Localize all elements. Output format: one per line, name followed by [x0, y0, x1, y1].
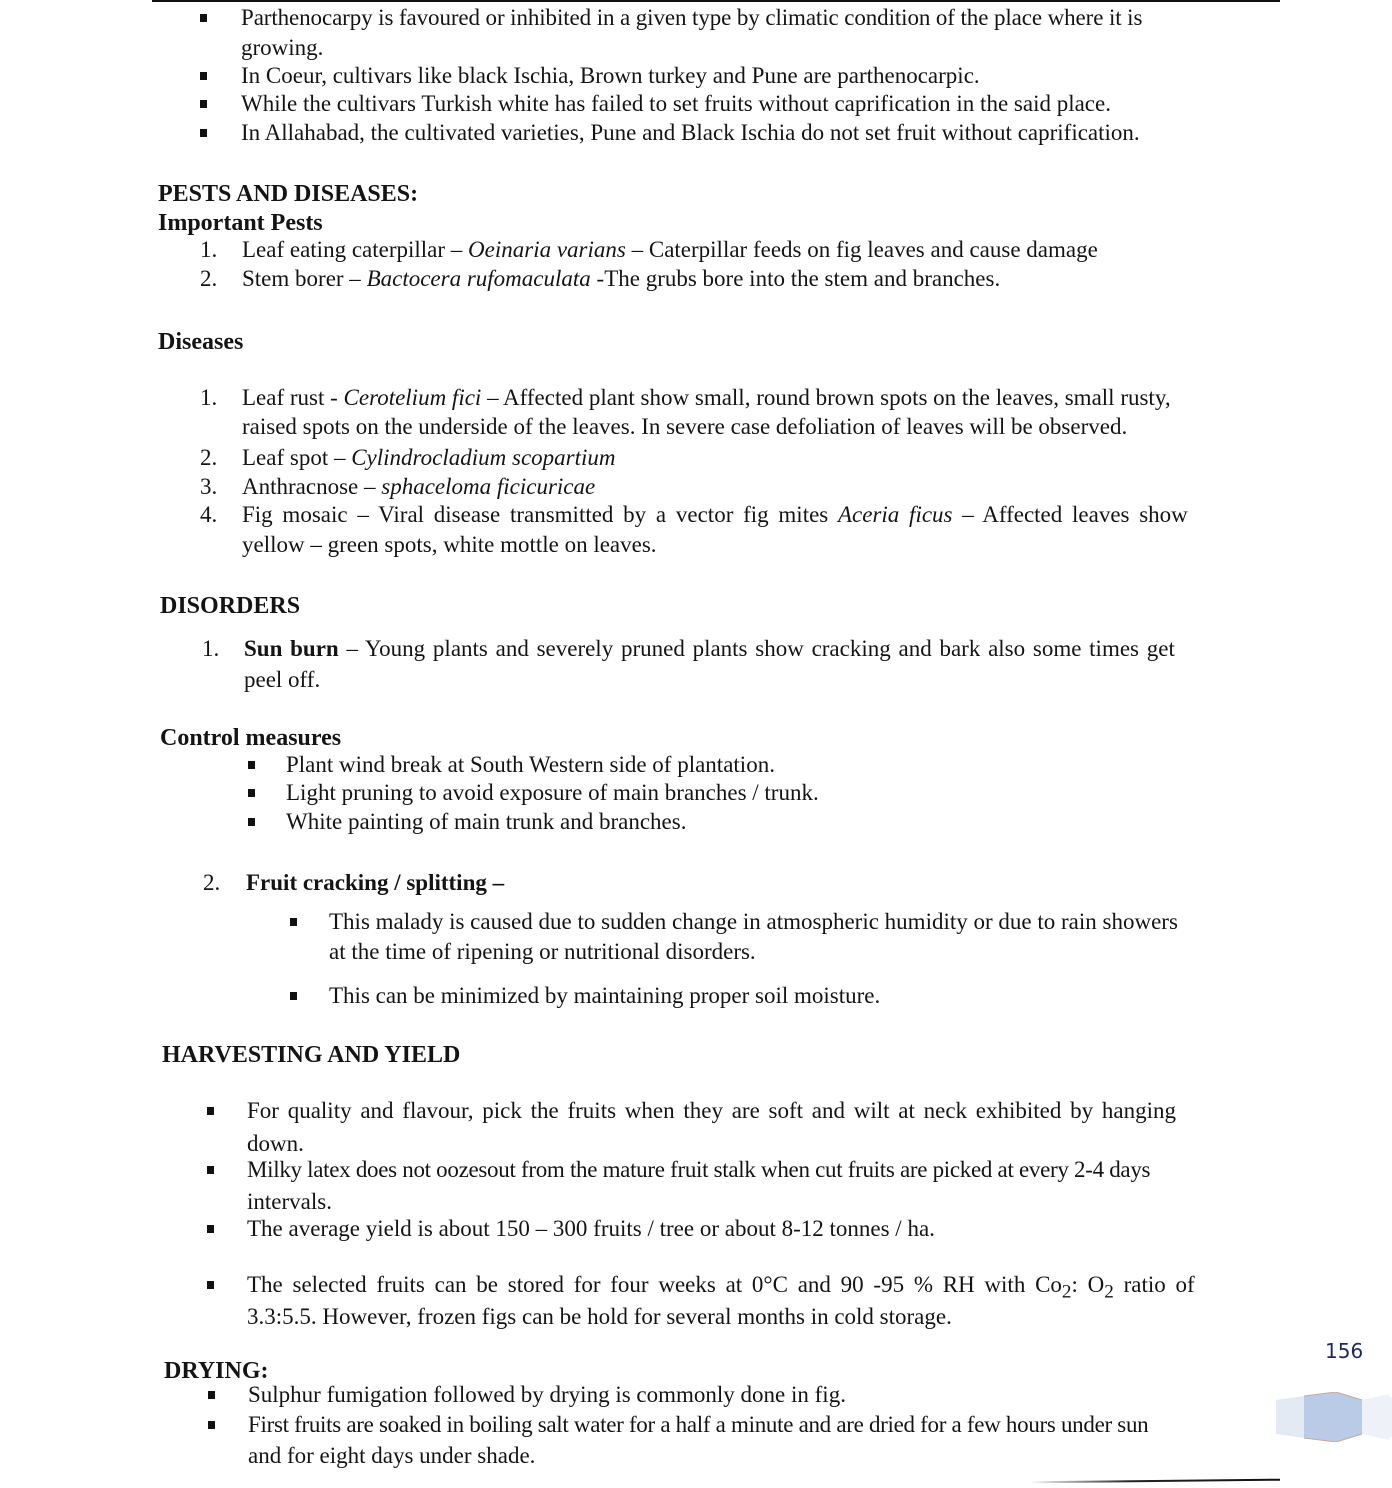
- harvest-bullet: The average yield is about 150 – 300 fruits / tree or about 8-12 tonnes / ha.: [207, 1214, 935, 1244]
- storage-bullet-cont: 3.3:5.5. However, frozen figs can be hold for several months in cold storage.: [247, 1304, 952, 1329]
- drying-bullet-cont: and for eight days under shade.: [248, 1443, 536, 1468]
- control-bullet: White painting of main trunk and branches.: [248, 807, 686, 837]
- bullet-square-icon: [248, 789, 255, 797]
- subheading-control-measures: Control measures: [160, 725, 342, 751]
- section-heading-pests-diseases: PESTS AND DISEASES:: [158, 181, 419, 207]
- bullet-square-icon: [208, 1391, 215, 1399]
- disorder-item-cont: peel off.: [244, 667, 321, 692]
- harvest-bullet-cont: intervals.: [247, 1189, 332, 1214]
- bullet-square-icon: [200, 129, 207, 137]
- harvest-bullet: For quality and flavour, pick the fruits when they are soft and wilt at neck exhibited by hanging: [207, 1096, 1176, 1126]
- intro-bullet: In Coeur, cultivars like black Ischia, Brown turkey and Pune are parthenocarpic.: [200, 61, 980, 91]
- bullet-square-icon: [248, 761, 255, 769]
- bullet-square-icon: [200, 72, 207, 80]
- disease-item-cont: yellow – green spots, white mottle on leaves.: [242, 532, 657, 557]
- page-number: 156: [1325, 1339, 1364, 1363]
- section-heading-disorders: DISORDERS: [160, 593, 301, 619]
- intro-bullet-cont: growing.: [241, 35, 324, 60]
- control-bullet: Light pruning to avoid exposure of main branches / trunk.: [248, 778, 819, 808]
- disorder-item: 2. Fruit cracking / splitting –: [203, 870, 505, 895]
- storage-bullet: The selected fruits can be stored for four weeks at 0°C and 90 -95 % RH with $Co_2$: $O_2$ ratio of: [207, 1270, 1195, 1308]
- top-rule: [152, 0, 1280, 2]
- cracking-bullet: This malady is caused due to sudden change in atmospheric humidity or due to rain showers: [290, 907, 1178, 937]
- bullet-square-icon: [208, 1421, 215, 1429]
- subheading-diseases: Diseases: [158, 329, 244, 355]
- disease-item: 2. Leaf spot – Cylindrocladium scopartium: [200, 445, 616, 470]
- bullet-square-icon: [200, 14, 207, 22]
- bullet-square-icon: [207, 1166, 214, 1174]
- bullet-square-icon: [248, 818, 255, 826]
- disorder-item: 1. Sun burn – Young plants and severely pruned plants show cracking and bark also some times get: [202, 636, 1175, 661]
- control-bullet: Plant wind break at South Western side of plantation.: [248, 750, 775, 780]
- bottom-rule: [1030, 1479, 1280, 1484]
- intro-bullet: In Allahabad, the cultivated varieties, Pune and Black Ischia do not set fruit without caprification.: [200, 118, 1140, 148]
- disease-item: 1. Leaf rust - Cerotelium fici – Affected plant show small, round brown spots on the leaves, small rusty,: [200, 385, 1171, 410]
- disease-item: 4. Fig mosaic – Viral disease transmitted by a vector fig mites Aceria ficus – Affected leaves show: [200, 502, 1188, 527]
- bullet-square-icon: [290, 918, 297, 926]
- bullet-square-icon: [290, 992, 297, 1000]
- bullet-square-icon: [207, 1281, 214, 1289]
- pest-item: 2. Stem borer – Bactocera rufomaculata -The grubs bore into the stem and branches.: [200, 266, 1001, 291]
- pest-item: 1. Leaf eating caterpillar – Oeinaria varians – Caterpillar feeds on fig leaves and cause damage: [200, 237, 1098, 262]
- cracking-bullet-cont: at the time of ripening or nutritional disorders.: [329, 939, 756, 964]
- page-corner-decoration-icon: [1276, 1392, 1392, 1442]
- harvest-bullet-cont: down.: [247, 1131, 304, 1156]
- drying-bullet: Sulphur fumigation followed by drying is commonly done in fig.: [208, 1380, 846, 1410]
- disease-item-cont: raised spots on the underside of the leaves. In severe case defoliation of leaves will be observed.: [242, 414, 1128, 439]
- bullet-square-icon: [207, 1107, 214, 1115]
- intro-bullet: Parthenocarpy is favoured or inhibited in a given type by climatic condition of the place where it is: [200, 3, 1281, 33]
- intro-bullet: While the cultivars Turkish white has failed to set fruits without caprification in the said place.: [200, 89, 1111, 119]
- harvest-bullet: Milky latex does not oozesout from the mature fruit stalk when cut fruits are picked at every 2-4 days: [207, 1155, 1150, 1185]
- disease-item: 3. Anthracnose – sphaceloma ficicuricae: [200, 474, 596, 499]
- subheading-important-pests: Important Pests: [158, 210, 323, 236]
- drying-bullet: First fruits are soaked in boiling salt water for a half a minute and are dried for a few hours under sun: [208, 1410, 1148, 1440]
- bullet-square-icon: [200, 100, 207, 108]
- section-heading-harvesting: HARVESTING AND YIELD: [162, 1042, 461, 1068]
- cracking-bullet: This can be minimized by maintaining proper soil moisture.: [290, 981, 880, 1011]
- bullet-square-icon: [207, 1225, 214, 1233]
- section-heading-drying: DRYING:: [164, 1358, 269, 1384]
